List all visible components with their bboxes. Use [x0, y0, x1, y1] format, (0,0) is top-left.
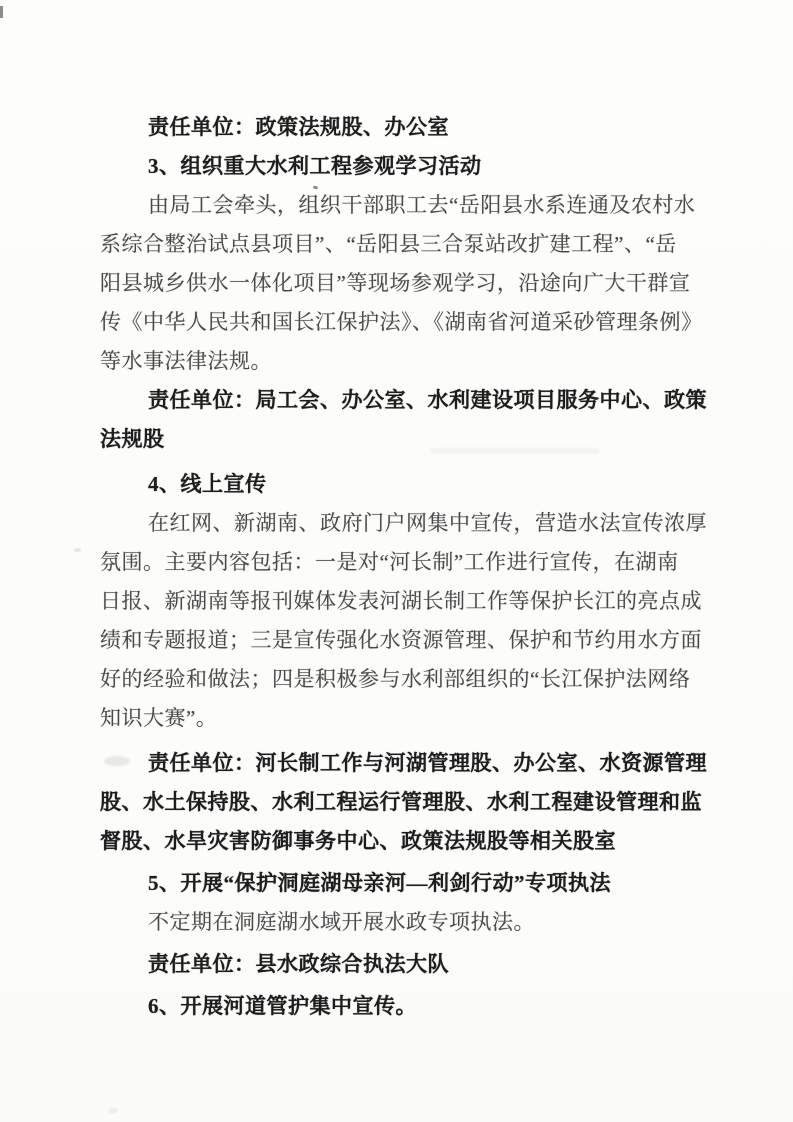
text-line-7: 等水事法律法规。: [100, 349, 272, 373]
text-line-9: 法规股: [100, 427, 165, 451]
text-line-12: 氛围。主要内容包括：一是对“河长制”工作进行宣传，在湖南: [100, 550, 679, 574]
text-line-19: 督股、水旱灾害防御事务中心、政策法规股等相关股室: [100, 829, 616, 853]
scan-speck: [74, 548, 81, 552]
text-line-17: 责任单位：河长制工作与河湖管理股、办公室、水资源管理: [148, 751, 707, 775]
text-line-5: 阳县城乡供水一体化项目”等现场参观学习，沿途向广大干群宣: [100, 271, 691, 295]
text-line-16: 知识大赛”。: [100, 706, 218, 730]
scan-edge-mark: [0, 6, 3, 18]
text-line-22: 责任单位：县水政综合执法大队: [148, 952, 449, 976]
text-line-13: 日报、新湖南等报刊媒体发表河湖长制工作等保护长江的亮点成: [100, 589, 702, 613]
text-line-15: 好的经验和做法；四是积极参与水利部组织的“长江保护法网络: [100, 667, 691, 691]
text-line-14: 绩和专题报道；三是宣传强化水资源管理、保护和节约用水方面: [100, 628, 702, 652]
text-line-18: 股、水土保持股、水利工程运行管理股、水利工程建设管理和监: [100, 790, 702, 814]
text-line-11: 在红网、新湖南、政府门户网集中宣传，营造水法宣传浓厚: [148, 511, 707, 535]
text-line-3: 由局工会牵头，组织干部职工去“岳阳县水系连通及农村水: [148, 193, 696, 217]
text-line-1: 责任单位：政策法规股、办公室: [148, 115, 449, 139]
scan-speck: [108, 1108, 118, 1113]
text-line-23: 6、开展河道管护集中宣传。: [148, 994, 417, 1018]
text-line-21: 不定期在洞庭湖水域开展水政专项执法。: [148, 910, 535, 934]
text-line-8: 责任单位：局工会、办公室、水利建设项目服务中心、政策: [148, 388, 707, 412]
text-line-4: 系综合整治试点县项目”、“岳阳县三合泵站改扩建工程”、“岳: [100, 232, 677, 256]
text-line-2: 3、组织重大水利工程参观学习活动: [148, 154, 482, 178]
text-line-20: 5、开展“保护洞庭湖母亲河—利剑行动”专项执法: [148, 871, 611, 895]
document-text-block: [100, 108, 760, 1026]
text-line-6: 传《中华人民共和国长江保护法》、《湖南省河道采砂管理条例》: [100, 310, 703, 334]
text-line-10: 4、线上宣传: [148, 472, 267, 496]
